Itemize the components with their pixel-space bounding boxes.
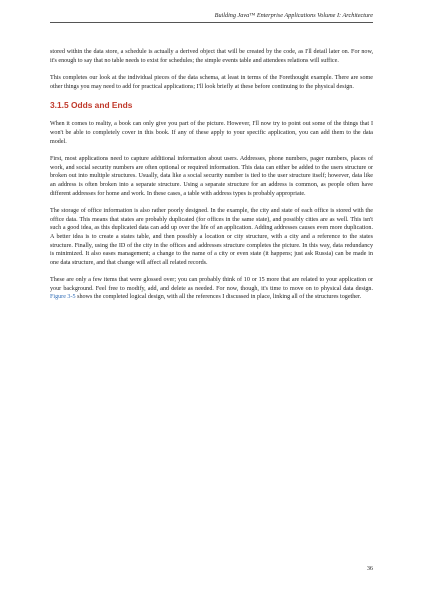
running-header: Building Java™ Enterprise Applications Volume I: Architecture — [214, 12, 373, 19]
page-number: 36 — [366, 565, 373, 572]
paragraph-conclusion-text-end: shows the completed logical design, with all the references I discussed in place, linking all of the structures together. — [75, 294, 362, 301]
figure-reference-link[interactable]: Figure 3-5 — [50, 294, 76, 301]
paragraph-reality: When it comes to reality, a book can only give you part of the picture. However, I'll now try to point out some of the things that I won't be able to completely cover in this book. If any of these apply to your specific application, you can add them to the data model. — [50, 121, 373, 145]
header-divider — [50, 22, 373, 23]
paragraph-schema-summary: This completes our look at the individual pieces of the data schema, at least in terms of the Forethought example. There are some other things you may need to add for practical applications; I'll look briefly at these before continuing to the physical design. — [50, 75, 373, 90]
paragraph-users: First, most applications need to capture additional information about users. Addresses, phone numbers, pager numbers, places of work, and social security numbers are often optional or required information. This data can either be added to the users structure or broken out into multiple structures. Usually, data like a social security number is tied to the user structure itself; however, data like an address is often broken into a separate structure. Using a separate structure for an address is common, as people often have different addresses for home and work. In these cases, a table with address types is probably appropriate. — [50, 156, 373, 197]
paragraph-schedule: stored within the data store, a schedule is actually a derived object that will be created by the code, as I'll detail later on. For now, it's enough to say that no table needs to exist for schedules; the simple events table and attendees relations will suffice. — [50, 49, 373, 64]
paragraph-conclusion-text-start: These are only a few items that were glossed over; you can probably think of 10 or 15 more that are related to your application or your background. Feel free to modify, add, and delete as needed. For now, though, it's time to move on to physical data design. — [50, 277, 373, 292]
section-heading: 3.1.5 Odds and Ends — [50, 100, 133, 111]
page-body — [50, 48, 373, 311]
paragraph-offices: The storage of office information is also rather poorly designed. In the example, the city and state of each office is stored with the office data. This means that states are probably duplicated (for offices in the same state), and possibly cities are as well. This isn't such a good idea, as this duplicated data can add up over the life of an application. Adding addresses causes even more duplication. A better idea is to create a states table, and then possibly a location or city structure, with a city and a reference to the states structure. Finally, using the ID of the city in the offices and addresses structure completes the picture. In this way, data redundancy is minimized. It also eases management; a change to the name of a city or even state (it happens; just ask Russia) can be made in one data structure, and that change will affect all related records. — [50, 208, 373, 266]
paragraph-conclusion — [50, 276, 373, 302]
